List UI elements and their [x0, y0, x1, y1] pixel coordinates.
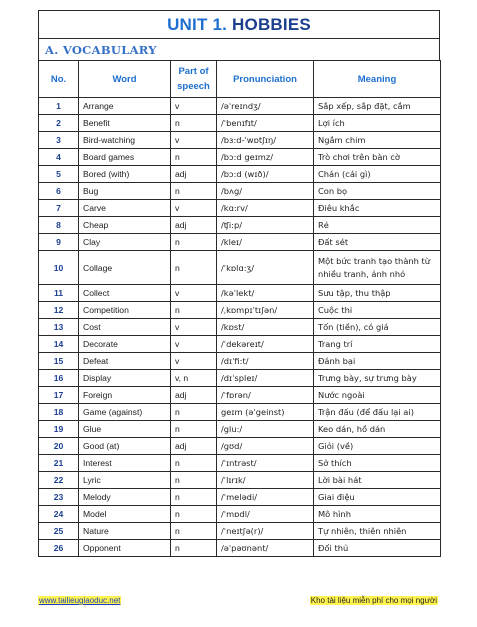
cell-word: Bird-watching: [79, 132, 171, 149]
cell-word: Melody: [79, 489, 171, 506]
table-row: [39, 98, 441, 115]
cell-word: Benefit: [79, 115, 171, 132]
cell-no: 25: [39, 523, 79, 540]
footer-note: Kho tài liệu miễn phí cho mọi người: [310, 596, 437, 605]
header-pronunciation: Pronunciation: [217, 61, 314, 98]
table-row: [39, 200, 441, 217]
cell-pronunciation: geɪm (əˈgeinst): [217, 404, 314, 421]
cell-pronunciation: /glu:/: [217, 421, 314, 438]
cell-meaning: Keo dán, hồ dán: [314, 421, 441, 438]
cell-pronunciation: /dɪˈfi:t/: [217, 353, 314, 370]
cell-meaning: Lợi ích: [314, 115, 441, 132]
cell-pronunciation: /ˈɪntrəst/: [217, 455, 314, 472]
cell-word: Interest: [79, 455, 171, 472]
cell-part-of-speech: n: [171, 149, 217, 166]
cell-meaning: Nước ngoài: [314, 387, 441, 404]
vocabulary-rows: [39, 98, 441, 557]
cell-no: 17: [39, 387, 79, 404]
cell-no: 14: [39, 336, 79, 353]
cell-no: 26: [39, 540, 79, 557]
cell-no: 19: [39, 421, 79, 438]
cell-no: 16: [39, 370, 79, 387]
cell-meaning: Đất sét: [314, 234, 441, 251]
table-row: [39, 540, 441, 557]
cell-pronunciation: /kɒst/: [217, 319, 314, 336]
cell-meaning: Con bọ: [314, 183, 441, 200]
cell-word: Collect: [79, 285, 171, 302]
cell-word: Collage: [79, 251, 171, 285]
table-row: [39, 115, 441, 132]
unit-number: UNIT 1.: [167, 15, 228, 34]
cell-meaning: Một bức tranh tạo thành từ nhiều tranh, ảnh nhỏ: [314, 251, 441, 285]
cell-part-of-speech: adj: [171, 166, 217, 183]
cell-part-of-speech: n: [171, 540, 217, 557]
cell-part-of-speech: v: [171, 353, 217, 370]
table-row: [39, 472, 441, 489]
cell-meaning: Đánh bại: [314, 353, 441, 370]
cell-no: 22: [39, 472, 79, 489]
cell-word: Nature: [79, 523, 171, 540]
cell-part-of-speech: v: [171, 319, 217, 336]
cell-word: Bug: [79, 183, 171, 200]
cell-no: 20: [39, 438, 79, 455]
cell-no: 15: [39, 353, 79, 370]
cell-word: Competition: [79, 302, 171, 319]
cell-part-of-speech: n: [171, 404, 217, 421]
cell-no: 2: [39, 115, 79, 132]
cell-meaning: Mô hình: [314, 506, 441, 523]
cell-word: Carve: [79, 200, 171, 217]
table-row: [39, 234, 441, 251]
cell-part-of-speech: v: [171, 200, 217, 217]
cell-pronunciation: /kleɪ/: [217, 234, 314, 251]
cell-meaning: Trận đấu (để đấu lại ai): [314, 404, 441, 421]
cell-pronunciation: /əˈreɪndʒ/: [217, 98, 314, 115]
cell-part-of-speech: v: [171, 132, 217, 149]
cell-word: Board games: [79, 149, 171, 166]
cell-word: Defeat: [79, 353, 171, 370]
cell-pronunciation: /bɔ:d (wɪð)/: [217, 166, 314, 183]
cell-meaning: Cuộc thi: [314, 302, 441, 319]
cell-word: Cheap: [79, 217, 171, 234]
cell-no: 23: [39, 489, 79, 506]
cell-meaning: Đối thủ: [314, 540, 441, 557]
table-row: [39, 132, 441, 149]
cell-no: 12: [39, 302, 79, 319]
cell-word: Arrange: [79, 98, 171, 115]
unit-topic: HOBBIES: [232, 15, 311, 34]
cell-no: 4: [39, 149, 79, 166]
cell-word: Cost: [79, 319, 171, 336]
cell-pronunciation: /ˈbenɪfɪt/: [217, 115, 314, 132]
section-header: [38, 38, 440, 61]
header-no: No.: [39, 61, 79, 98]
cell-pronunciation: /ˈlɪrɪk/: [217, 472, 314, 489]
cell-no: 9: [39, 234, 79, 251]
cell-meaning: Điêu khắc: [314, 200, 441, 217]
cell-word: Model: [79, 506, 171, 523]
table-row: [39, 183, 441, 200]
page-footer: [38, 596, 438, 608]
cell-pronunciation: /kəˈlekt/: [217, 285, 314, 302]
cell-part-of-speech: n: [171, 251, 217, 285]
cell-part-of-speech: adj: [171, 438, 217, 455]
table-row: [39, 404, 441, 421]
cell-no: 8: [39, 217, 79, 234]
cell-word: Good (at): [79, 438, 171, 455]
table-row: [39, 506, 441, 523]
cell-meaning: Sưu tập, thu thập: [314, 285, 441, 302]
footer-website-link[interactable]: www.tailieugiaoduc.net: [39, 596, 121, 605]
cell-part-of-speech: n: [171, 489, 217, 506]
cell-no: 7: [39, 200, 79, 217]
cell-pronunciation: /ˈkɒlɑ:ʒ/: [217, 251, 314, 285]
cell-meaning: Tốn (tiền), có giá: [314, 319, 441, 336]
cell-meaning: Trang trí: [314, 336, 441, 353]
table-row: [39, 489, 441, 506]
cell-part-of-speech: n: [171, 234, 217, 251]
cell-no: 1: [39, 98, 79, 115]
cell-no: 3: [39, 132, 79, 149]
table-row: [39, 217, 441, 234]
table-row: [39, 438, 441, 455]
cell-pronunciation: /ʧi:p/: [217, 217, 314, 234]
table-row: [39, 319, 441, 336]
cell-no: 21: [39, 455, 79, 472]
cell-pronunciation: /gʊd/: [217, 438, 314, 455]
header-part-of-speech: Part of speech: [171, 61, 217, 98]
cell-meaning: Sắp xếp, sắp đặt, cắm: [314, 98, 441, 115]
cell-word: Display: [79, 370, 171, 387]
cell-word: Opponent: [79, 540, 171, 557]
cell-no: 24: [39, 506, 79, 523]
table-row: [39, 251, 441, 285]
table-header-row: [39, 61, 441, 98]
table-row: [39, 387, 441, 404]
cell-pronunciation: /ˌkɒmpɪˈtɪʃən/: [217, 302, 314, 319]
cell-pronunciation: /ˈmelədi/: [217, 489, 314, 506]
cell-pronunciation: /bɜ:d-ˈwɒtʃɪŋ/: [217, 132, 314, 149]
cell-no: 11: [39, 285, 79, 302]
cell-meaning: Trưng bày, sự trưng bày: [314, 370, 441, 387]
cell-word: Foreign: [79, 387, 171, 404]
cell-meaning: Lời bài hát: [314, 472, 441, 489]
cell-pronunciation: /ˈfɒrən/: [217, 387, 314, 404]
cell-part-of-speech: v: [171, 285, 217, 302]
cell-part-of-speech: n: [171, 115, 217, 132]
cell-no: 10: [39, 251, 79, 285]
cell-meaning: Tự nhiên, thiên nhiên: [314, 523, 441, 540]
table-row: [39, 166, 441, 183]
cell-pronunciation: /ˈdekəreɪt/: [217, 336, 314, 353]
cell-part-of-speech: n: [171, 506, 217, 523]
cell-word: Clay: [79, 234, 171, 251]
cell-part-of-speech: adj: [171, 217, 217, 234]
cell-part-of-speech: v, n: [171, 370, 217, 387]
unit-title: [38, 10, 440, 39]
section-heading: A. VOCABULARY: [45, 43, 157, 57]
cell-part-of-speech: v: [171, 336, 217, 353]
cell-no: 13: [39, 319, 79, 336]
cell-meaning: Giai điệu: [314, 489, 441, 506]
table-row: [39, 302, 441, 319]
table-row: [39, 421, 441, 438]
cell-word: Lyric: [79, 472, 171, 489]
cell-word: Bored (with): [79, 166, 171, 183]
table-row: [39, 149, 441, 166]
cell-part-of-speech: n: [171, 523, 217, 540]
cell-pronunciation: /kɑ:rv/: [217, 200, 314, 217]
cell-pronunciation: /bʌg/: [217, 183, 314, 200]
cell-meaning: Ngắm chim: [314, 132, 441, 149]
table-row: [39, 370, 441, 387]
cell-pronunciation: /bɔ:d geɪmz/: [217, 149, 314, 166]
cell-part-of-speech: n: [171, 455, 217, 472]
cell-no: 5: [39, 166, 79, 183]
cell-meaning: Sở thích: [314, 455, 441, 472]
header-word: Word: [79, 61, 171, 98]
cell-no: 6: [39, 183, 79, 200]
cell-meaning: Giỏi (về): [314, 438, 441, 455]
cell-word: Glue: [79, 421, 171, 438]
cell-meaning: Trò chơi trên bàn cờ: [314, 149, 441, 166]
cell-pronunciation: /əˈpəʊnənt/: [217, 540, 314, 557]
cell-pronunciation: /dɪˈspleɪ/: [217, 370, 314, 387]
cell-pronunciation: /ˈneɪtʃə(r)/: [217, 523, 314, 540]
cell-part-of-speech: n: [171, 472, 217, 489]
table-row: [39, 285, 441, 302]
cell-part-of-speech: v: [171, 98, 217, 115]
cell-word: Game (against): [79, 404, 171, 421]
cell-part-of-speech: n: [171, 421, 217, 438]
cell-no: 18: [39, 404, 79, 421]
cell-meaning: Rẻ: [314, 217, 441, 234]
cell-pronunciation: /ˈmɒdl/: [217, 506, 314, 523]
table-row: [39, 523, 441, 540]
cell-word: Decorate: [79, 336, 171, 353]
vocabulary-table: [38, 60, 441, 557]
cell-part-of-speech: adj: [171, 387, 217, 404]
table-row: [39, 353, 441, 370]
header-meaning: Meaning: [314, 61, 441, 98]
cell-meaning: Chán (cái gì): [314, 166, 441, 183]
cell-part-of-speech: n: [171, 183, 217, 200]
table-row: [39, 455, 441, 472]
cell-part-of-speech: n: [171, 302, 217, 319]
table-row: [39, 336, 441, 353]
